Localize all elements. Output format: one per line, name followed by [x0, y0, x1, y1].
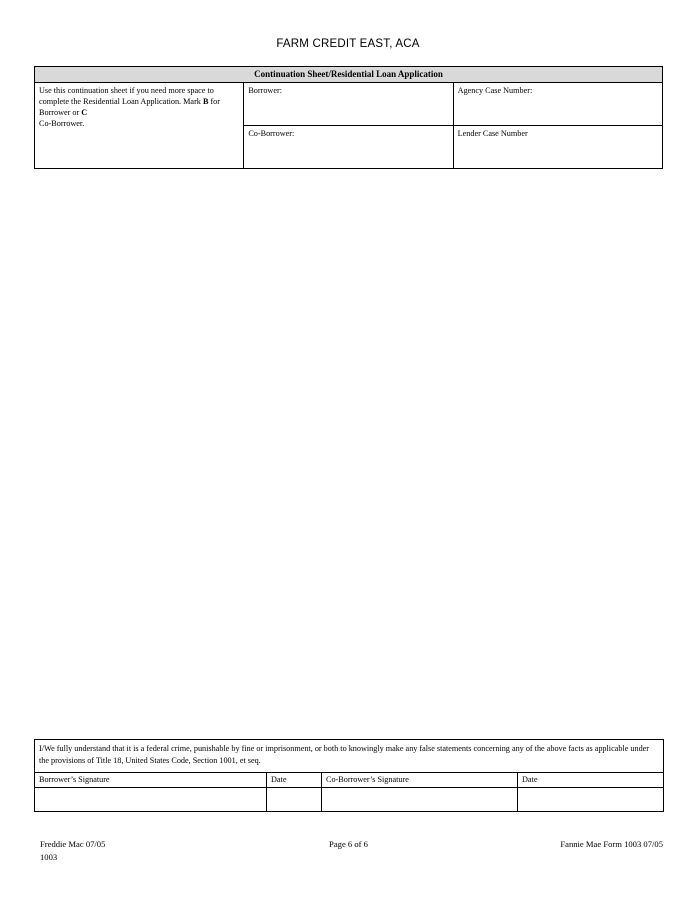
coborrower-date-field[interactable] [518, 787, 664, 811]
footer-form-source: Freddie Mac 07/05 [40, 839, 106, 849]
footer-row [34, 838, 663, 851]
coborrower-date-label: Date [518, 773, 664, 788]
coborrower-signature-field[interactable] [322, 787, 518, 811]
lender-case-number-label: Lender Case Number [457, 129, 528, 138]
instructions-line-1: Use this continuation sheet if you need more space to [39, 86, 214, 95]
page-title: FARM CREDIT EAST, ACA [276, 38, 420, 50]
instructions-line-2-text-b: for [208, 97, 220, 107]
borrower-date-label: Date [267, 773, 322, 788]
table-row-banner [35, 67, 663, 83]
lender-case-number-field[interactable] [453, 126, 662, 169]
certification-legal-paragraph: I/We fully understand that it is a federal crime, punishable by fine or imprisonment, or both to knowingly make any false statements concerning any of the above facts as applicable under the provisions of Title 18, United States Code, Section 1001, et seq. [39, 744, 650, 765]
agency-case-number-field[interactable] [453, 83, 662, 126]
borrower-signature-field[interactable] [35, 787, 267, 811]
coborrower-field-label: Co-Borrower: [248, 129, 295, 138]
instructions-line-2-text-a: complete the Residential Loan Application. Mark [39, 97, 203, 107]
footer-form-identifier: Fannie Mae Form 1003 07/05 [560, 839, 663, 849]
borrower-signature-label: Borrower’s Signature [35, 773, 267, 788]
continuation-sheet-banner: Continuation Sheet/Residential Loan Application [35, 67, 663, 83]
borrower-field[interactable] [244, 83, 453, 126]
table-row-signature-fields [35, 787, 664, 811]
table-row-signature-labels [35, 773, 664, 788]
coborrower-field[interactable] [244, 126, 453, 169]
agency-case-number-label: Agency Case Number: [457, 86, 533, 95]
instructions-cell [35, 83, 244, 169]
continuation-sheet-table [34, 66, 663, 169]
instructions-line-2 [39, 96, 239, 107]
footer-form-number: 1003 [40, 852, 58, 862]
page-footer [34, 838, 663, 862]
certification-legal-text [35, 740, 664, 773]
table-row-legal [35, 740, 664, 773]
instructions-coborrower-code: C [81, 108, 88, 118]
footer-page-number: Page 6 of 6 [329, 839, 368, 849]
instructions-line-3-text-a: Borrower or [39, 108, 82, 118]
instructions-line-3 [39, 107, 239, 118]
instructions-line-4: Co-Borrower. [39, 119, 85, 129]
table-row-borrower [35, 83, 663, 126]
instructions-borrower-code: B [202, 97, 209, 107]
borrower-field-label: Borrower: [248, 86, 282, 95]
coborrower-signature-label: Co-Borrower’s Signature [322, 773, 518, 788]
borrower-date-field[interactable] [267, 787, 322, 811]
certification-signature-table [34, 739, 664, 812]
